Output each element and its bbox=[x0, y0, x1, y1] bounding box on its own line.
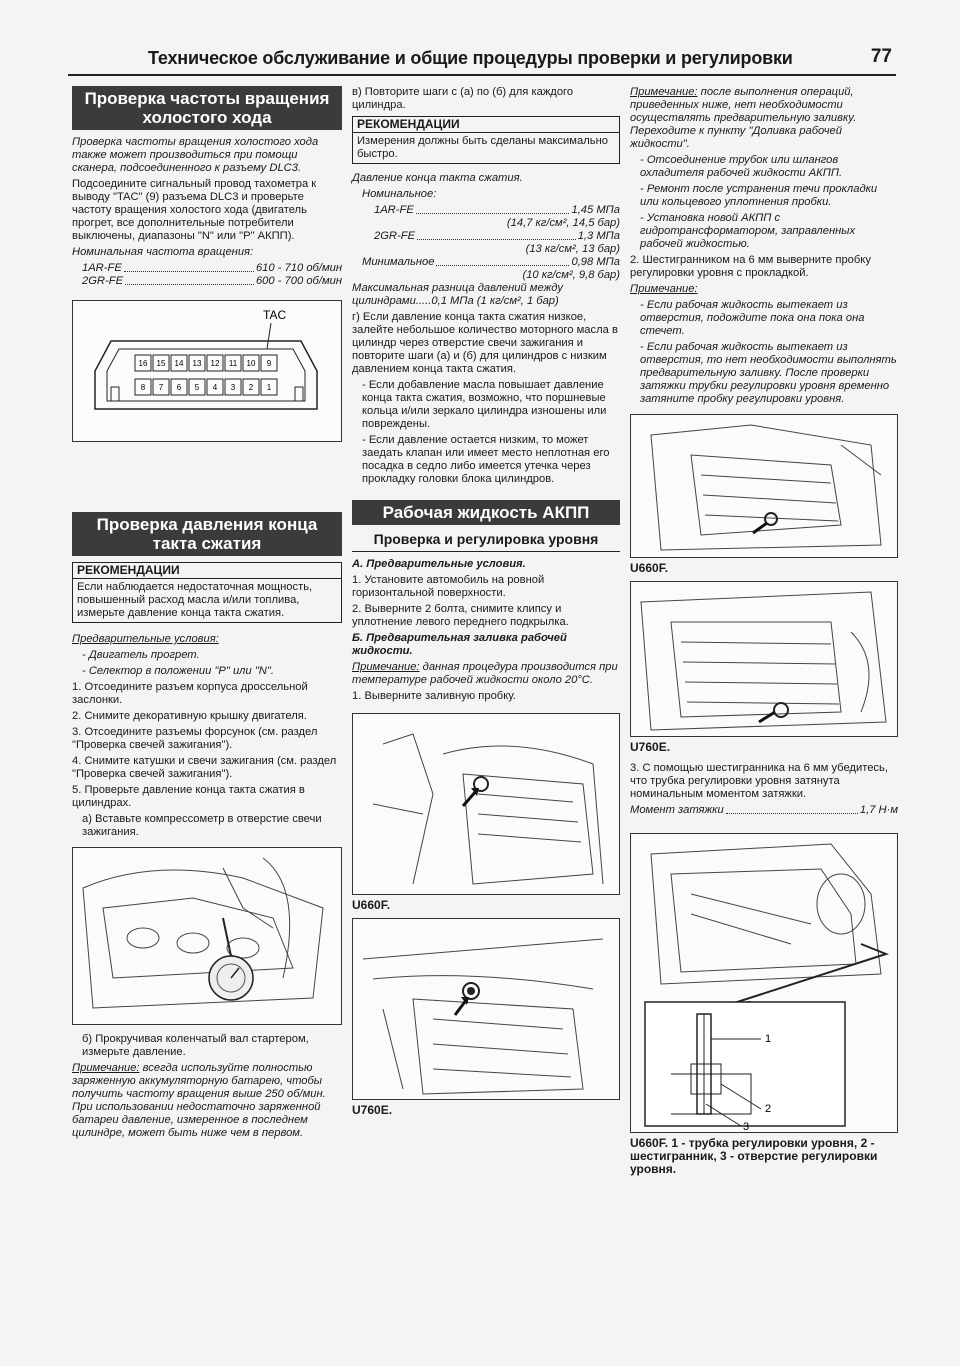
u760e-drawing bbox=[353, 919, 619, 1099]
level-plug-figure-u660f bbox=[630, 414, 898, 558]
spec-label: 1AR-FE bbox=[82, 262, 122, 274]
figure-caption: U660F. bbox=[352, 898, 391, 912]
note-text: всегда используйте полностью заряженную аккумуляторную батарею, чтобы получить частоту вращения выше 250 об/мин. При использовании недостаточно заряженной батареи давление, измеренное в последнем цилиндре, может быть ниже чем в первом. bbox=[72, 1062, 326, 1139]
recommendation-box bbox=[352, 116, 620, 164]
connector-pin-label: 1 bbox=[266, 383, 272, 392]
step: 1. Отсоедините разъем корпуса дроссельной заслонки. bbox=[72, 681, 308, 706]
page-title: Техническое обслуживание и общие процедуры проверки и регулировки bbox=[148, 48, 793, 68]
spec-value: 1,45 МПа bbox=[571, 204, 620, 216]
connector-pin-label: 13 bbox=[192, 359, 202, 368]
connector-pin-label: 6 bbox=[176, 383, 182, 392]
step: б) Прокручивая коленчатый вал стартером, измерьте давление. bbox=[82, 1033, 309, 1058]
spec-label: 2GR-FE bbox=[82, 275, 124, 287]
compression-spec bbox=[352, 204, 620, 282]
paragraph: Проверка частоты вращения холостого хода также может производиться при помощи сканера, подсоединенного к разъему DLC3. bbox=[72, 136, 319, 174]
section-banner-atf: Рабочая жидкость АКПП bbox=[352, 500, 620, 525]
spec-subtitle: Номинальное: bbox=[362, 188, 437, 200]
idle-spec bbox=[72, 262, 342, 288]
note-label: Примечание: bbox=[630, 86, 698, 98]
step: а) Вставьте компрессометр в отверстие свечи зажигания. bbox=[82, 813, 322, 838]
note-item: - Отсоединение трубок или шлангов охладителя рабочей жидкости АКПП. bbox=[640, 154, 843, 179]
connector-pin-label: 5 bbox=[194, 383, 200, 392]
note-item: - Если рабочая жидкость вытекает из отверстия, подождите пока она пока она стечет. bbox=[640, 299, 865, 337]
spec-maxdiff: Максимальная разница давлений между цилиндрами.....0,1 МПа (1 кг/см², 1 бар) bbox=[352, 282, 563, 307]
level-plug-figure-u760e bbox=[630, 581, 898, 737]
spec-value: 610 - 710 об/мин bbox=[255, 262, 342, 274]
engine-gauge-drawing bbox=[73, 848, 341, 1024]
column-1 bbox=[72, 86, 342, 1143]
spec-alt: (10 кг/см², 9,8 бар) bbox=[522, 269, 620, 281]
figure-caption: U760E. bbox=[352, 1103, 393, 1117]
step: в) Повторите шаги с (а) по (б) для каждого цилиндра. bbox=[352, 86, 574, 111]
figure-caption: U660F. 1 - трубка регулировки уровня, 2 - шестигранник, 3 - отверстие регулировки уровня. bbox=[630, 1136, 878, 1176]
spec-value: 600 - 700 об/мин bbox=[255, 275, 342, 287]
step: 2. Снимите декоративную крышку двигателя. bbox=[72, 710, 307, 722]
spec-alt: (14,7 кг/см², 14,5 бар) bbox=[506, 217, 620, 229]
spec-title: Номинальная частота вращения: bbox=[72, 246, 254, 258]
callout-1: 1 bbox=[765, 1033, 772, 1045]
recommendation-text: Если наблюдается недостаточная мощность, повышенный расход масла и/или топлива, измерьте давление конца такта сжатия. bbox=[77, 581, 313, 619]
section-banner-idle: Проверка частоты вращения холостого хода bbox=[72, 86, 342, 130]
level-u660f-drawing bbox=[631, 415, 897, 557]
spec-value: 1,7 Н·м bbox=[859, 804, 898, 816]
note-label: Примечание: bbox=[352, 661, 420, 673]
connector-pin-label: 4 bbox=[212, 383, 218, 392]
callout-3: 3 bbox=[743, 1121, 750, 1132]
note-item: - Если рабочая жидкость вытекает из отверстия, то нет необходимости выполнять предварительную заливку. После проверки затяжки трубки регулировки уровня временно затяните пробку регулировки уровня. bbox=[640, 341, 897, 405]
connector-pin-label: 2 bbox=[248, 383, 254, 392]
paragraph: Подсоедините сигнальный провод тахометра к выводу "TAC" (9) разъема DLC3 и проверьте частоту вращения холостого хода (двигатель прогрет, все дополнительные потребители выключены, диапазоны "N" или "P" АКПП). bbox=[72, 178, 317, 242]
spec-value: 1,3 МПа bbox=[577, 230, 620, 242]
column-2 bbox=[352, 86, 620, 1123]
dlc3-connector-drawing bbox=[73, 301, 341, 441]
recommendation-title: РЕКОМЕНДАЦИИ bbox=[73, 563, 341, 579]
step: 1. Установите автомобиль на ровной горизонтальной поверхности. bbox=[352, 574, 545, 599]
connector-pin-label: 12 bbox=[210, 359, 220, 368]
note-text: данная процедура производится при температуре рабочей жидкости около 20°С. bbox=[352, 661, 618, 686]
spec-label: 1AR-FE bbox=[374, 204, 414, 216]
figure-caption: U760E. bbox=[630, 740, 671, 754]
condition-item: - Двигатель прогрет. bbox=[82, 649, 200, 661]
spec-value: 0,98 МПа bbox=[571, 256, 620, 268]
recommendation-title: РЕКОМЕНДАЦИИ bbox=[353, 117, 619, 133]
spec-label: 2GR-FE bbox=[374, 230, 416, 242]
note-item: - Ремонт после устранения течи прокладки или кольцевого уплотнения пробки. bbox=[640, 183, 878, 208]
connector-pin-label: 16 bbox=[138, 359, 148, 368]
recommendation-box bbox=[72, 562, 342, 623]
step: 3. С помощью шестигранника на 6 мм убедитесь, что трубка регулировки уровня затянута номинальным моментом затяжки. bbox=[630, 762, 888, 800]
step: 2. Шестигранником на 6 мм выверните пробку регулировки уровня с прокладкой. bbox=[630, 254, 871, 279]
spec-label: Минимальное bbox=[362, 256, 435, 268]
step: 3. Отсоедините разъемы форсунок (см. раздел "Проверка свечей зажигания"). bbox=[72, 726, 318, 751]
section-banner-compression: Проверка давления конца такта сжатия bbox=[72, 512, 342, 556]
step: 2. Выверните 2 болта, снимите клипсу и уплотнение левого переднего подкрылка. bbox=[352, 603, 569, 628]
fill-plug-figure-u660f bbox=[352, 713, 620, 895]
page-header bbox=[68, 46, 896, 76]
connector-pin-label: 9 bbox=[266, 359, 272, 368]
subheading: А. Предварительные условия. bbox=[352, 558, 526, 570]
subheading: Б. Предварительная заливка рабочей жидкости. bbox=[352, 632, 567, 657]
page-number: 77 bbox=[870, 46, 892, 67]
step-note: - Если давление остается низким, то может заедать клапан или имеет место неплотная его посадка в седло либо имеется утечка через прокладку головки блока цилиндров. bbox=[362, 434, 610, 485]
note-label: Примечание: bbox=[72, 1062, 140, 1074]
dlc3-connector-figure bbox=[72, 300, 342, 442]
figure-caption: U660F. bbox=[630, 561, 669, 575]
level-u760e-drawing bbox=[631, 582, 897, 736]
connector-pin-label: 14 bbox=[174, 359, 184, 368]
conditions-title: Предварительные условия: bbox=[72, 633, 219, 645]
note-label: Примечание: bbox=[630, 283, 698, 295]
connector-pin-label: 7 bbox=[158, 383, 164, 392]
spec-alt: (13 кг/см², 13 бар) bbox=[525, 243, 620, 255]
tac-label: TAC bbox=[263, 308, 287, 322]
subsection-title: Проверка и регулировка уровня bbox=[352, 531, 620, 552]
step: г) Если давление конца такта сжатия низкое, залейте небольшое количество моторного масла в цилиндр через отверстие свечи зажигания и повторите шаги (а) и (б) для цилиндров с низким давлением конца такта сжатия. bbox=[352, 311, 618, 375]
connector-pin-label: 11 bbox=[228, 359, 238, 368]
level-tube-figure bbox=[630, 833, 898, 1133]
connector-pin-label: 15 bbox=[156, 359, 166, 368]
step: 5. Проверьте давление конца такта сжатия в цилиндрах. bbox=[72, 784, 305, 809]
step: 1. Выверните заливную пробку. bbox=[352, 690, 516, 702]
spec-title: Давление конца такта сжатия. bbox=[352, 172, 523, 184]
step-note: - Если добавление масла повышает давление конца такта сжатия, возможно, что поршневые кольца и/или зеркало цилиндра изношены или повреждены. bbox=[362, 379, 607, 430]
compression-gauge-figure bbox=[72, 847, 342, 1025]
fill-plug-figure-u760e bbox=[352, 918, 620, 1100]
torque-spec bbox=[630, 804, 898, 817]
step: 4. Снимите катушки и свечи зажигания (см. раздел "Проверка свечей зажигания"). bbox=[72, 755, 337, 780]
callout-2: 2 bbox=[765, 1103, 772, 1115]
u660f-drawing bbox=[353, 714, 619, 894]
column-3 bbox=[630, 86, 898, 1182]
note-text: после выполнения операций, приведенных ниже, нет необходимости осуществлять предварительную заливку. Переходите к пункту "Доливка рабочей жидкости". bbox=[630, 86, 857, 150]
connector-pin-label: 3 bbox=[230, 383, 236, 392]
note-item: - Установка новой АКПП с гидротрансформатором, заправленных рабочей жидкостью. bbox=[640, 212, 856, 250]
recommendation-text: Измерения должны быть сделаны максимально быстро. bbox=[357, 135, 608, 160]
spec-label: Момент затяжки bbox=[630, 804, 724, 816]
connector-pin-label: 8 bbox=[140, 383, 146, 392]
level-tube-drawing bbox=[631, 834, 897, 1132]
condition-item: - Селектор в положении "P" или "N". bbox=[82, 665, 274, 677]
connector-pin-label: 10 bbox=[246, 359, 256, 368]
